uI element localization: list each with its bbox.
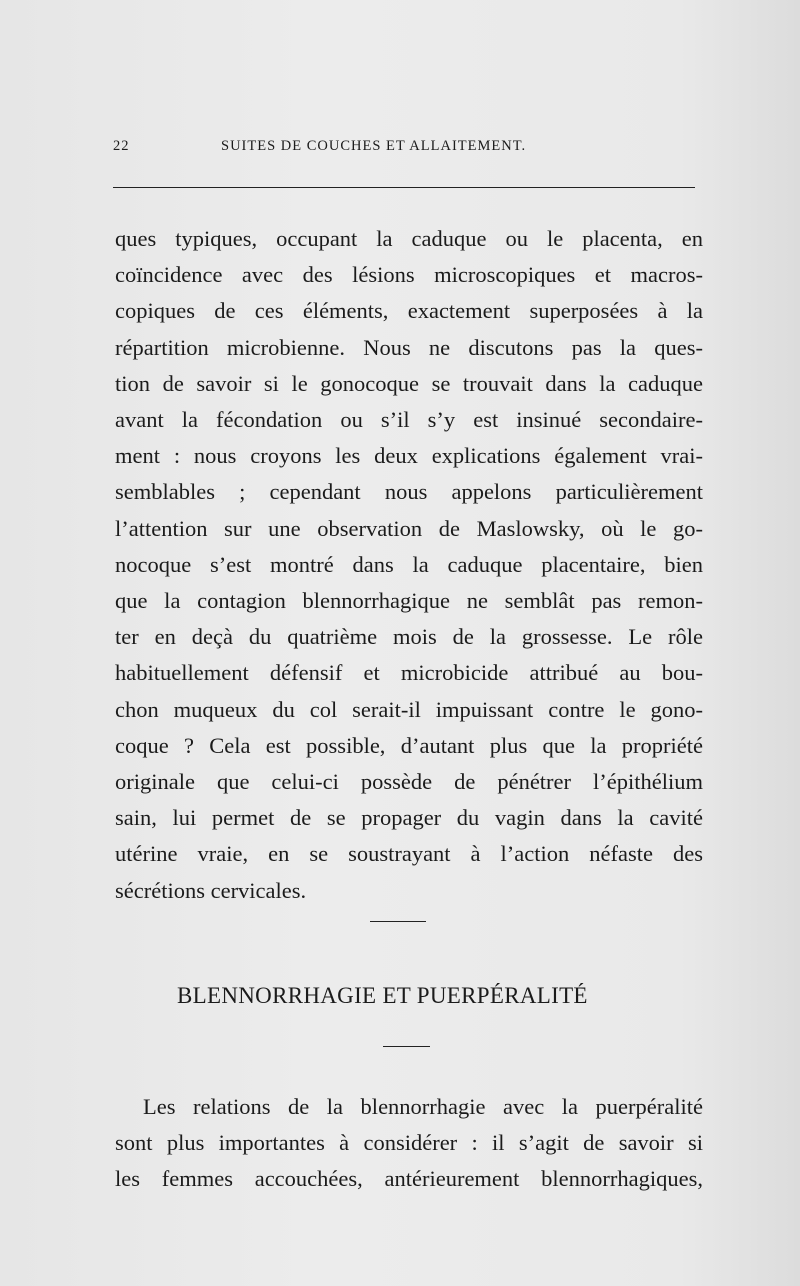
text-line: semblables ; cependant nous appelons particulièrement (115, 479, 703, 505)
page-number: 22 (113, 138, 130, 154)
text-line: sain, lui permet de se propager du vagin dans la cavité (115, 805, 703, 831)
text-line: coïncidence avec des lésions microscopiques et macros- (115, 262, 703, 288)
running-head (113, 138, 695, 162)
text-line: ment : nous croyons les deux explications également vrai- (115, 443, 703, 469)
header-rule (113, 187, 695, 188)
section-separator-top (370, 921, 426, 922)
text-line: les femmes accouchées, antérieurement blennorrhagiques, (115, 1166, 703, 1192)
paragraph-section-start (115, 1089, 703, 1198)
section-separator-bottom (383, 1046, 430, 1047)
text-line: avant la fécondation ou s’il s’y est insinué secondaire- (115, 407, 703, 433)
text-line: ter en deçà du quatrième mois de la grossesse. Le rôle (115, 624, 703, 650)
text-line: originale que celui-ci possède de pénétrer l’épithélium (115, 769, 703, 795)
section-heading: BLENNORRHAGIE ET PUERPÉRALITÉ (177, 983, 588, 1008)
text-line: Les relations de la blennorrhagie avec la puerpéralité (143, 1094, 703, 1119)
text-line: répartition microbienne. Nous ne discutons pas la ques- (115, 334, 703, 360)
running-title: SUITES DE COUCHES ET ALLAITEMENT. (221, 138, 527, 154)
text-line: nocoque s’est montré dans la caduque placentaire, bien (115, 551, 703, 577)
paragraph-continuation (115, 221, 703, 909)
text-line: que la contagion blennorrhagique ne semblât pas remon- (115, 588, 703, 614)
text-line: habituellement défensif et microbicide attribué au bou- (115, 660, 703, 686)
text-line: ques typiques, occupant la caduque ou le placenta, en (115, 226, 703, 251)
text-line: l’attention sur une observation de Maslowsky, où le go- (115, 515, 703, 541)
text-line: utérine vraie, en se soustrayant à l’action néfaste des (115, 841, 703, 867)
text-line: copiques de ces éléments, exactement superposées à la (115, 298, 703, 324)
text-line: chon muqueux du col serait-il impuissant contre le gono- (115, 696, 703, 722)
text-line: sont plus importantes à considérer : il s’agit de savoir si (115, 1130, 703, 1156)
text-line: sécrétions cervicales. (115, 877, 307, 903)
text-line: tion de savoir si le gonocoque se trouvait dans la caduque (115, 370, 703, 396)
text-line: coque ? Cela est possible, d’autant plus que la propriété (115, 732, 703, 758)
